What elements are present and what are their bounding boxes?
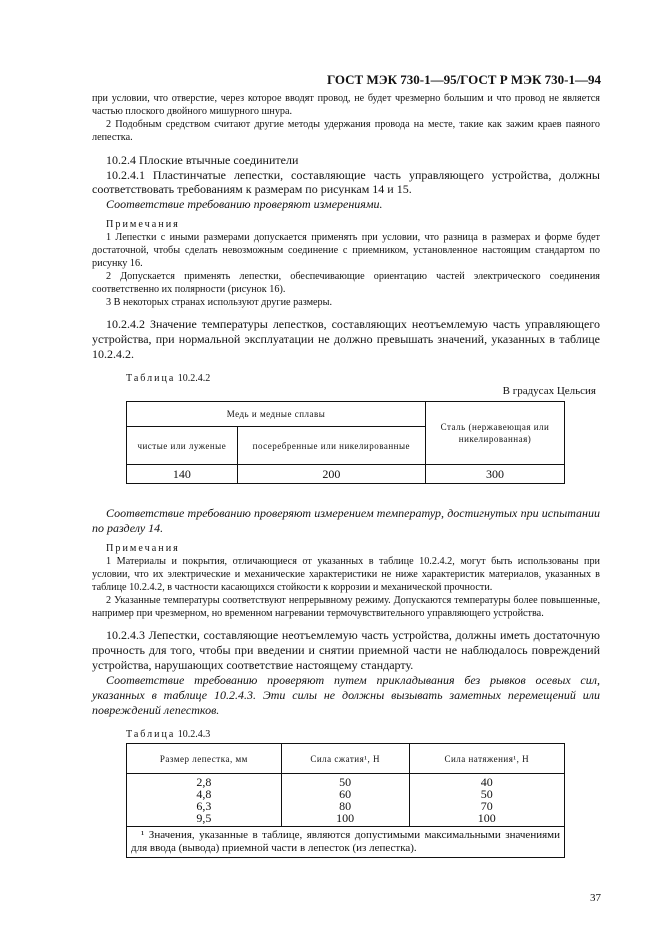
header-cell: Сила сжатия¹, Н	[281, 744, 409, 774]
note: 3 В некоторых странах используют другие размеры.	[106, 297, 333, 308]
paragraph: при условии, что отверстие, через которое вводят провод, не будет чрезмерно большим и что провод не является частью плоского двойного мишурного шнура.	[92, 93, 600, 117]
table-caption-label: Таблица	[126, 373, 176, 384]
note: 2 Подобным средством считают другие методы удержания провода на месте, такие как зажим краев паяного лепестка.	[92, 119, 600, 143]
table-units: В градусах Цельсия	[502, 385, 596, 397]
running-header: ГОСТ МЭК 730-1—95/ГОСТ Р МЭК 730-1—94	[326, 72, 601, 87]
table-caption	[126, 728, 600, 741]
table-caption-number: 10.2.4.3	[177, 729, 211, 740]
paragraph: 10.2.4.3 Лепестки, составляющие неотъемлемую часть устройства, должны иметь достаточную прочность для того, чтобы при введении и снятии приемной части не наблюдалось повреждений устройства, нарушающих соответствие настоящему стандарту.	[92, 628, 600, 672]
value-cell: 300	[426, 465, 565, 484]
header-cell: посеребренные или никелированные	[237, 427, 425, 465]
temperature-table	[126, 401, 565, 484]
header-cell: Сталь (нержавеющая или никелированная)	[426, 402, 565, 465]
compliance-check: Соответствие требованию проверяют путем прикладывания без рывков осевых сил, указанных в таблице 10.2.4.3. Эти силы не должны вызывать заметных перемещений или повреждений лепестков.	[92, 673, 600, 717]
header-cell: Медь и медные сплавы	[127, 402, 426, 427]
paragraph: 10.2.4.2 Значение температуры лепестков, составляющих неотъемлемую часть управляющего устройства, при нормальной эксплуатации не должно превышать значений, указанных в таблице 10.2.4.2.	[92, 317, 600, 361]
compress-cell: 50 60 80 100	[281, 774, 409, 827]
note: 2 Допускается применять лепестки, обеспечивающие ориентацию частей электрического соединения соответственно их полярности (рисунок 16).	[92, 271, 600, 295]
note: 2 Указанные температуры соответствуют непрерывному режиму. Допускаются температуры более повышенные, например при чрезмерном, но временном нагревании термочувствительного управляющего устройства.	[92, 595, 600, 619]
section-heading: 10.2.4 Плоские втычные соединители	[106, 153, 299, 167]
note: 1 Материалы и покрытия, отличающиеся от указанных в таблице 10.2.4.2, могут быть использованы при условии, что их электрические и механические характеристики не ниже характеристик материалов, указанных в таблице 10.2.4.2, в частности касающихся стойкости к коррозии и механической прочности.	[92, 556, 600, 593]
compliance-check: Соответствие требованию проверяют измерениями.	[106, 196, 383, 211]
value-cell: 200	[237, 465, 425, 484]
paragraph: 10.2.4.1 Пластинчатые лепестки, составляющие часть управляющего устройства, должны соответствовать требованиям к размерам по рисункам 14 и 15.	[92, 167, 600, 196]
page-number: 37	[590, 892, 601, 904]
table-caption	[126, 372, 600, 385]
header-cell: Сила натяжения¹, Н	[409, 744, 564, 774]
table-caption-number: 10.2.4.2	[177, 373, 211, 384]
value-cell: 140	[127, 465, 238, 484]
force-table	[126, 743, 565, 858]
compliance-check: Соответствие требованию проверяют измерением температур, достигнутых при испытании по разделу 14.	[92, 506, 600, 535]
text-column	[92, 0, 600, 935]
tension-cell: 40 50 70 100	[409, 774, 564, 827]
notes-title: Примечания	[106, 219, 180, 230]
notes-title: Примечания	[106, 543, 180, 554]
header-cell: Размер лепестка, мм	[127, 744, 282, 774]
sizes-cell: 2,8 4,8 6,3 9,5	[127, 774, 282, 827]
note: 1 Лепестки с иными размерами допускается применять при условии, что разница в размерах и форме будет достаточной, чтобы сделать невозможным соединение с приемником, установленное настоящим стандартом по рисунку 16.	[92, 232, 600, 269]
table-caption-label: Таблица	[126, 729, 176, 740]
table-footnote: ¹ Значения, указанные в таблице, являются допустимыми максимальными значениями для ввода (вывода) приемной части в лепесток (из лепестка).	[127, 827, 565, 858]
header-cell: чистые или луженые	[127, 427, 238, 465]
